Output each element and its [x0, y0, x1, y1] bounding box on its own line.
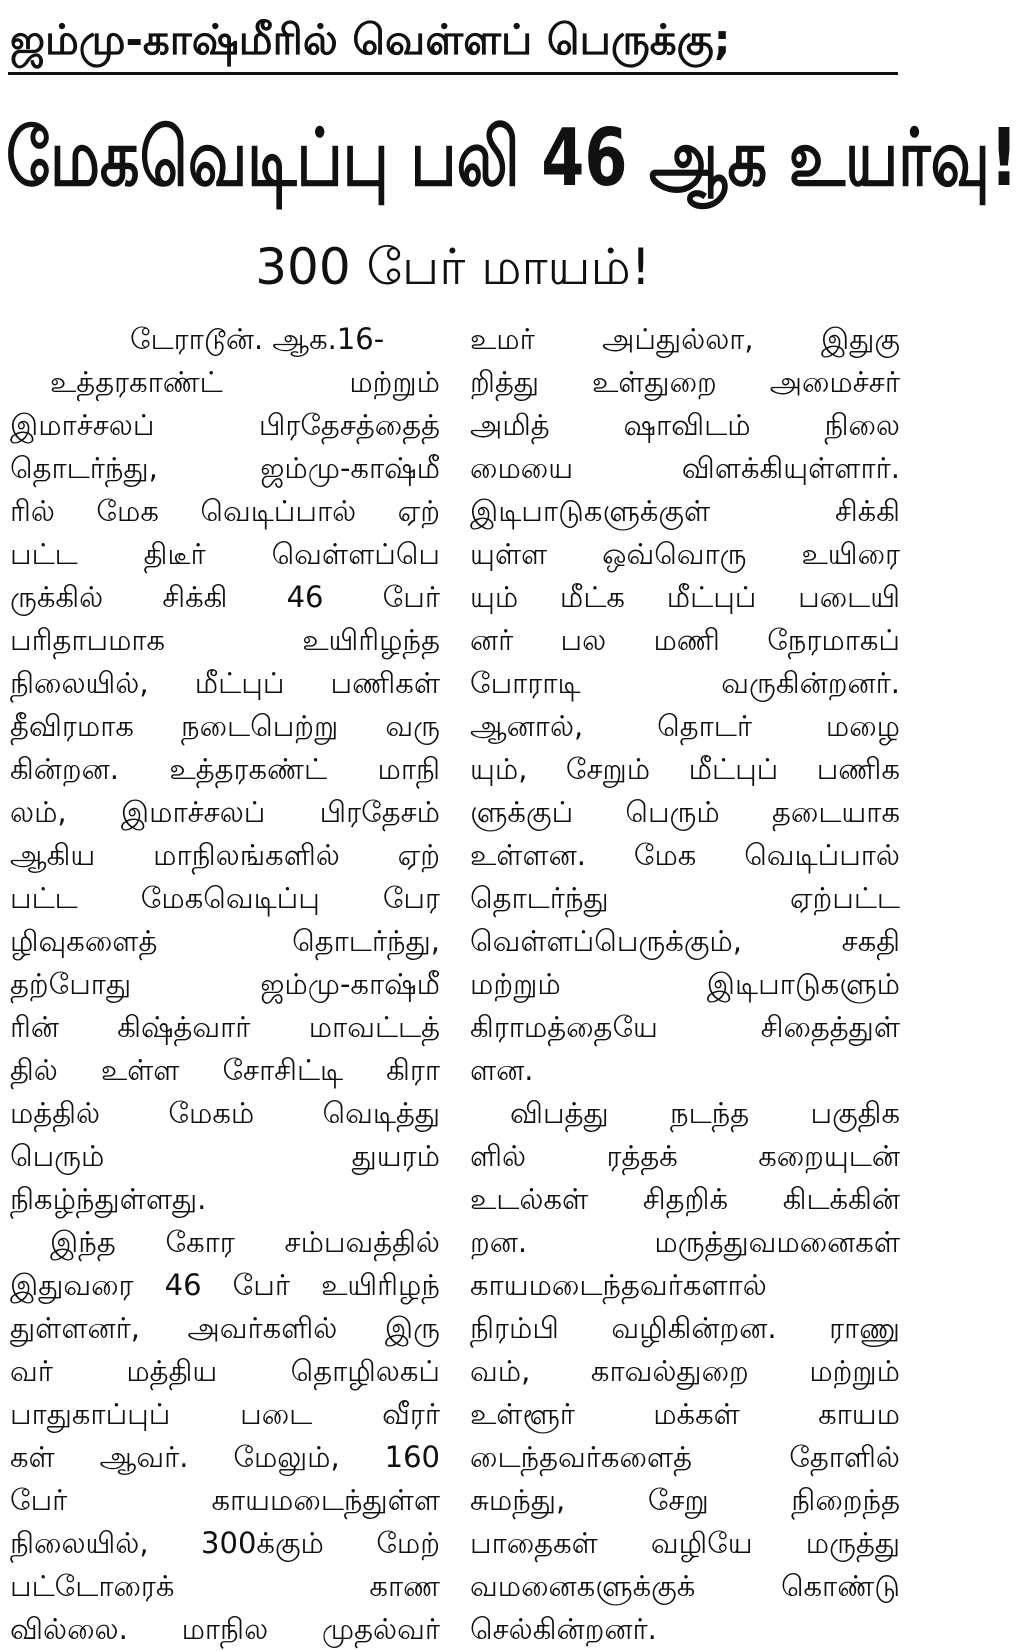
body-line: ரில் மேக வெடிப்பால் ஏற்: [10, 494, 440, 528]
body-line: சுமந்து, சேறு நிறைந்த: [470, 1483, 900, 1517]
body-line: தில் உள்ள சோசிட்டி கிரா: [10, 1053, 440, 1087]
body-line: நிலையில், மீட்புப் பணிகள்: [10, 666, 440, 700]
body-line: வில்லை. மாநில முதல்வர்: [10, 1612, 440, 1646]
body-line: உடல்கள் சிதறிக் கிடக்கின்: [470, 1182, 900, 1216]
body-line: இந்த கோர சம்பவத்தில்: [50, 1225, 440, 1259]
body-line: னர் பல மணி நேரமாகப்: [470, 623, 900, 657]
body-line: யும் மீட்க மீட்புப் படையி: [470, 580, 900, 614]
body-line: தீவிரமாக நடைபெற்று வரு: [10, 709, 440, 743]
body-line: நிலையில், 300க்கும் மேற்: [10, 1526, 440, 1560]
body-line: காயமடைந்தவர்களால்: [470, 1268, 767, 1302]
body-line: வர் மத்திய தொழிலகப்: [10, 1354, 440, 1388]
subheadline: 300 பேர் மாயம்!: [255, 238, 651, 296]
body-line: ளன.: [470, 1053, 534, 1087]
body-line: போராடி வருகின்றனர்.: [470, 666, 900, 700]
body-line: ருக்கில் சிக்கி 46 பேர்: [10, 580, 440, 614]
body-line: உத்தரகாண்ட் மற்றும்: [50, 365, 440, 399]
body-line: விபத்து நடந்த பகுதிக: [510, 1096, 900, 1130]
body-line: நிகழ்ந்துள்ளது.: [10, 1182, 207, 1216]
body-line: பரிதாபமாக உயிரிழந்த: [10, 623, 440, 657]
body-line: உள்ளன. மேக வெடிப்பால்: [470, 838, 900, 872]
body-line: துள்ளனர், அவர்களில் இரு: [10, 1311, 440, 1345]
main-headline: மேகவெடிப்பு பலி 46 ஆக உயர்வு!: [6, 110, 1018, 205]
body-line: றன. மருத்துவமனைகள்: [470, 1225, 900, 1259]
body-line: ரின் கிஷ்த்வார் மாவட்டத்: [10, 1010, 440, 1044]
body-line: நிரம்பி வழிகின்றன. ராணு: [470, 1311, 900, 1345]
body-line: மையை விளக்கியுள்ளார்.: [470, 451, 900, 485]
body-line: தொடர்ந்து, ஜம்மு-காஷ்மீ: [10, 451, 440, 485]
body-line: மற்றும் இடிபாடுகளும்: [470, 967, 900, 1001]
body-line: பேர் காயமடைந்துள்ள: [10, 1483, 440, 1517]
body-line: றித்து உள்துறை அமைச்சர்: [470, 365, 900, 399]
body-line: உள்ளூர் மக்கள் காயம: [470, 1397, 900, 1431]
body-line: மத்தில் மேகம் வெடித்து: [10, 1096, 440, 1130]
body-line: ளில் ரத்தக் கறையுடன்: [470, 1139, 900, 1173]
body-line: ளுக்குப் பெரும் தடையாக: [470, 795, 900, 829]
body-line: பட்ட மேகவெடிப்பு பேர: [10, 881, 440, 915]
kicker-divider: [8, 72, 898, 75]
body-line: கின்றன. உத்தரகண்ட் மாநி: [10, 752, 440, 786]
body-line: ஆனால், தொடர் மழை: [470, 709, 900, 743]
body-line: கிராமத்தையே சிதைத்துள்: [470, 1010, 900, 1044]
body-line: பாதுகாப்புப் படை வீரர்: [10, 1397, 440, 1431]
body-line: வமனைகளுக்குக் கொண்டு: [470, 1569, 900, 1603]
body-line: இடிபாடுகளுக்குள் சிக்கி: [470, 494, 900, 528]
body-line: இமாச்சலப் பிரதேசத்தைத்: [10, 408, 440, 442]
body-line: பட்ட திடீர் வெள்ளப்பெ: [10, 537, 440, 571]
body-line: பெரும் துயரம்: [10, 1139, 440, 1173]
body-line: லம், இமாச்சலப் பிரதேசம்: [10, 795, 440, 829]
body-line: உமர் அப்துல்லா, இதுகு: [470, 322, 900, 356]
body-line: ஆகிய மாநிலங்களில் ஏற்: [10, 838, 440, 872]
body-line: தற்போது ஜம்மு-காஷ்மீ: [10, 967, 440, 1001]
body-line: பட்டோரைக் காண: [10, 1569, 440, 1603]
body-line: செல்கின்றனர்.: [470, 1612, 657, 1646]
body-line: வம், காவல்துறை மற்றும்: [470, 1354, 900, 1388]
body-line: இதுவரை 46 பேர் உயிரிழந்: [10, 1268, 440, 1302]
body-line: வெள்ளப்பெருக்கும், சகதி: [470, 924, 900, 958]
body-line: அமித் ஷாவிடம் நிலை: [470, 408, 900, 442]
body-line: தொடர்ந்து ஏற்பட்ட: [470, 881, 900, 915]
article-column-right: [470, 318, 900, 1646]
article-column-left: [10, 318, 440, 1646]
body-line: கள் ஆவர். மேலும், 160: [10, 1440, 440, 1474]
kicker-headline: ஜம்மு-காஷ்மீரில் வெள்ளப் பெருக்கு;: [10, 15, 731, 64]
dateline: டேராடூன். ஆக.16-: [130, 322, 385, 356]
body-line: டைந்தவர்களைத் தோளில்: [470, 1440, 900, 1474]
body-line: ழிவுகளைத் தொடர்ந்து,: [10, 924, 440, 958]
body-line: யும், சேறும் மீட்புப் பணிக: [470, 752, 900, 786]
body-line: பாதைகள் வழியே மருத்து: [470, 1526, 900, 1560]
body-line: யுள்ள ஒவ்வொரு உயிரை: [470, 537, 900, 571]
